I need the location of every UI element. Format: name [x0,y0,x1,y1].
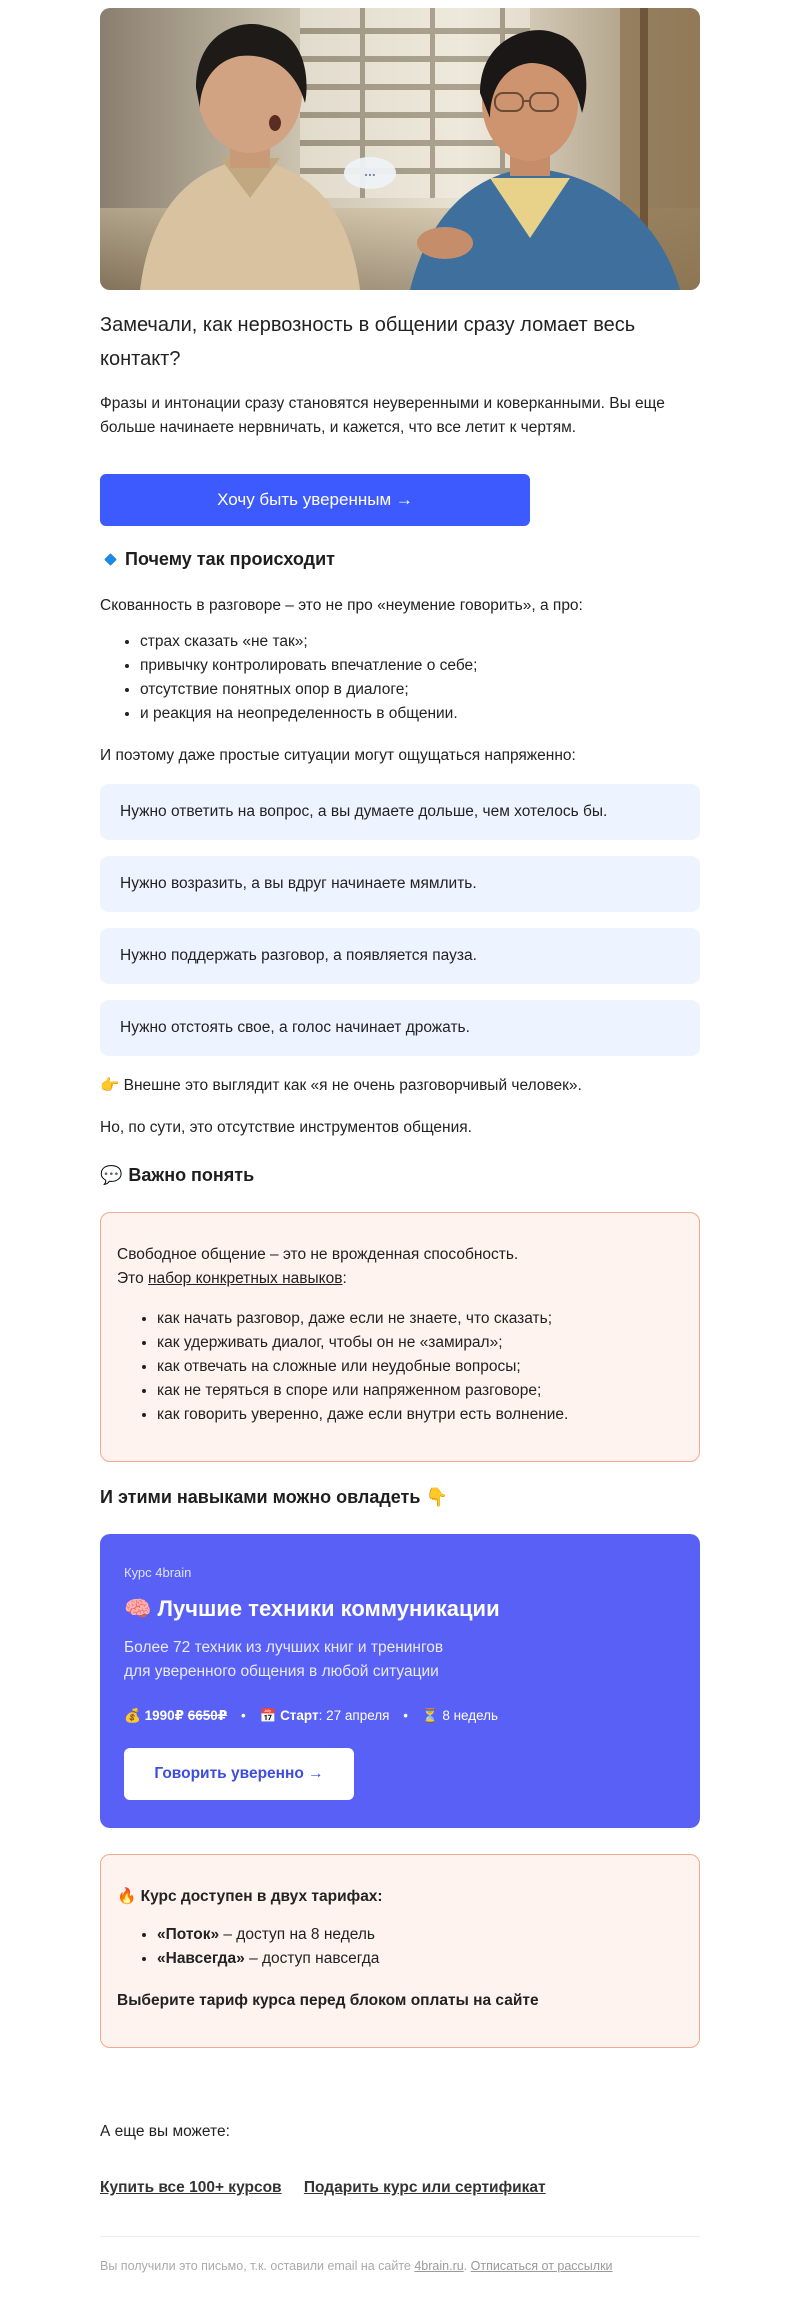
footer-links [100,2176,700,2200]
why-heading [100,546,700,572]
lead-paragraph: Фразы и интонации сразу становятся неуверенными и коверканными. Вы еще больше начинаете нервничать, и кажется, что все летит к чертям. [100,395,665,436]
tariffs-note: Выберите тариф курса перед блоком оплаты на сайте [117,1992,539,2009]
tariffs-title [117,1885,683,1909]
outside-paragraph [100,1074,700,1098]
tariff-desc: – доступ на 8 недель [219,1926,375,1943]
list-item: • отсутствие понятных опор в диалоге; [140,678,700,702]
price-new: 1990₽ [144,1708,185,1723]
speak-confidently-button[interactable]: Говорить уверенно → [124,1748,354,1800]
important-line2-suffix: : [342,1270,347,1287]
course-card [100,1534,700,1828]
cta-button[interactable]: Хочу быть уверенным → [100,474,530,526]
pointing-down-icon: 👇 [425,1487,448,1507]
speech-bubble-text: ... [364,163,376,179]
essence-paragraph: Но, по сути, это отсутствие инструментов общения. [100,1119,472,1136]
fire-icon: 🔥 [117,1888,137,1905]
calendar-icon: 📅 [259,1708,277,1723]
blue-diamond-icon [104,553,117,566]
reasons-list [100,630,700,726]
buy-all-courses-link[interactable]: Купить все 100+ курсов [100,2179,282,2196]
outside-text: Внешне это выглядит как «я не очень разговорчивый человек». [123,1077,582,1094]
start-value: : 27 апреля [318,1708,390,1723]
why-intro: Скованность в разговоре – это не про «неумение говорить», а про: [100,597,583,614]
skills-link[interactable]: набор конкретных навыков [148,1270,343,1287]
site-link[interactable]: 4brain.ru [414,2259,464,2273]
why-heading-text: Почему так происходит [125,549,335,569]
headline: Замечали, как нервозность в общении сразу ломает весь контакт? [100,314,636,370]
meta-separator: • [240,1708,246,1723]
list-item [157,1923,683,1947]
speech-bubble-icon [344,157,396,189]
list-item: • как говорить уверенно, даже если внутри есть волнение. [157,1403,683,1427]
important-heading-text: Важно понять [128,1165,255,1185]
important-line2-prefix: Это [117,1270,148,1287]
list-item: • как начать разговор, даже если не знаете, что сказать; [157,1307,683,1331]
bridge-paragraph: И поэтому даже простые ситуации могут ощущаться напряженно: [100,747,576,764]
meta-separator: • [403,1708,408,1723]
money-bag-icon: 💰 [124,1708,141,1723]
list-item: • страх сказать «не так»; [140,630,700,654]
important-line1: Свободное общение – это не врожденная способность. [117,1246,519,1263]
gift-course-link[interactable]: Подарить курс или сертификат [303,2179,546,2196]
unsubscribe-link[interactable]: Отписаться от рассылки [470,2259,613,2273]
list-item: • как удерживать диалог, чтобы он не «замирал»; [157,1331,683,1355]
list-item: • как не теряться в споре или напряженном разговоре; [157,1379,683,1403]
important-box [100,1212,700,1462]
course-title-text: Лучшие техники коммуникации [157,1596,500,1621]
skills-list [117,1307,683,1427]
course-kicker: Курс 4brain [124,1565,192,1580]
footer-sep: . [463,2259,471,2273]
pointing-hand-icon: 👉 [100,1077,120,1094]
tariff-desc: – доступ навсегда [244,1950,380,1967]
course-desc-line2: для уверенного общения в любой ситуации [124,1663,439,1680]
hourglass-icon: ⏳ [421,1708,439,1723]
start-label: Старт [280,1708,319,1723]
list-item [157,1947,683,1971]
price-old: 6650₽ [187,1708,228,1723]
brain-icon: 🧠 [124,1596,152,1621]
email-body [100,0,700,2275]
course-meta [124,1706,676,1726]
tariffs-list [117,1923,683,1971]
list-item: • и реакция на неопределенность в общении. [140,702,700,726]
list-item: • привычку контролировать впечатление о себе; [140,654,700,678]
situation-card: Нужно возразить, а вы вдруг начинаете мямлить. [100,856,700,912]
hero-image [100,8,700,290]
tariff-name: «Поток» [157,1926,220,1943]
footer-prefix: Вы получили это письмо, т.к. оставили email на сайте [100,2259,415,2273]
situation-card: Нужно поддержать разговор, а появляется пауза. [100,928,700,984]
speech-balloon-icon: 💬 [100,1165,123,1185]
master-heading [100,1484,700,1510]
course-description [124,1636,676,1684]
important-heading [100,1162,700,1188]
important-line2 [117,1267,683,1291]
course-desc-line1: Более 72 техник из лучших книг и тренингов [124,1639,444,1656]
course-title [124,1594,676,1624]
duration: 8 недель [442,1708,499,1723]
tariffs-box [100,1854,700,2048]
footer-note [100,2257,700,2275]
tariffs-title-text: Курс доступен в двух тарифах: [140,1888,383,1905]
tariff-name: «Навсегда» [157,1950,245,1967]
divider [100,2236,700,2237]
also-text: А еще вы можете: [100,2123,230,2140]
situation-card: Нужно ответить на вопрос, а вы думаете дольше, чем хотелось бы. [100,784,700,840]
list-item: • как отвечать на сложные или неудобные вопросы; [157,1355,683,1379]
master-heading-text: И этими навыками можно овладеть [100,1487,421,1507]
situation-card: Нужно отстоять свое, а голос начинает дрожать. [100,1000,700,1056]
